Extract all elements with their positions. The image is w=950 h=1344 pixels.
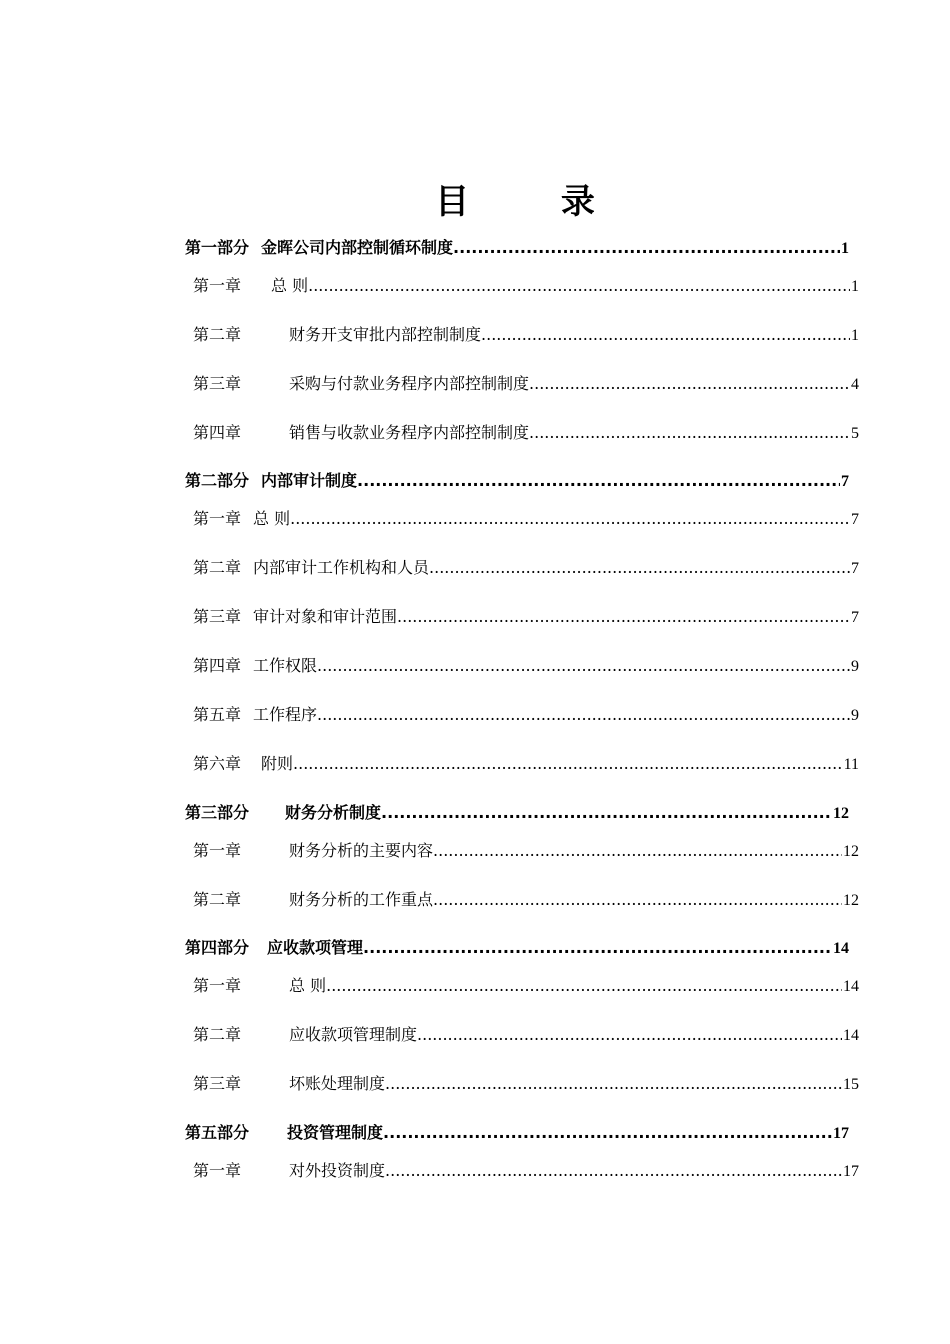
- toc-page-number: 14: [833, 940, 849, 957]
- toc-page-number: 15: [843, 1076, 859, 1093]
- toc-entry-label: 第二章: [193, 325, 242, 344]
- toc-entry-title: 财务开支审批内部控制制度: [289, 325, 482, 344]
- dot-leader: [433, 888, 842, 912]
- toc-chapter-entry[interactable]: [193, 605, 859, 629]
- toc-entry-title: 工作程序: [253, 705, 318, 724]
- dot-leader: [529, 372, 850, 396]
- toc-page-number: 7: [851, 609, 859, 626]
- toc-entry-title: 应收款项管理制度: [289, 1025, 418, 1044]
- dot-leader: [317, 654, 850, 678]
- toc-entry-label: 第一章: [193, 1161, 242, 1180]
- toc-chapter-entry[interactable]: [193, 507, 859, 531]
- toc-entry-label: 第三部分: [185, 803, 250, 822]
- toc-entry-title: 对外投资制度: [289, 1161, 386, 1180]
- toc-page-number: 9: [851, 658, 859, 675]
- toc-entry-title: 总 则: [271, 276, 309, 295]
- toc-entry-title: 财务分析的工作重点: [289, 890, 434, 909]
- toc-entry-title: 财务分析制度: [285, 803, 382, 822]
- toc-entry-title: 应收款项管理: [267, 938, 364, 957]
- toc-entry-title: 审计对象和审计范围: [253, 607, 398, 626]
- toc-entry-label: 第二章: [193, 1025, 242, 1044]
- toc-entry-title: 坏账处理制度: [289, 1074, 386, 1093]
- toc-entry-title: 采购与付款业务程序内部控制制度: [289, 374, 530, 393]
- toc-chapter-entry[interactable]: [193, 1023, 859, 1047]
- toc-entry-title: 投资管理制度: [287, 1123, 384, 1142]
- dot-leader: [397, 605, 850, 629]
- dot-leader: [326, 974, 842, 998]
- toc-entry-title: 内部审计制度: [261, 471, 358, 490]
- dot-leader: [417, 1023, 842, 1047]
- toc-entry-label: 第六章: [193, 754, 242, 773]
- toc-part-entry[interactable]: [185, 1121, 849, 1145]
- toc-page-number: 9: [851, 707, 859, 724]
- toc-part-entry[interactable]: [185, 936, 849, 960]
- toc-part-entry[interactable]: [185, 801, 849, 825]
- toc-chapter-entry[interactable]: [193, 888, 859, 912]
- toc-page-number: 12: [843, 843, 859, 860]
- dot-leader: [383, 1121, 832, 1145]
- toc-chapter-entry[interactable]: [193, 323, 859, 347]
- toc-page-number: 4: [851, 376, 859, 393]
- toc-chapter-entry[interactable]: [193, 839, 859, 863]
- toc-chapter-entry[interactable]: [193, 1072, 859, 1096]
- toc-page-number: 14: [843, 1027, 859, 1044]
- toc-chapter-entry[interactable]: [193, 654, 859, 678]
- toc-entry-label: 第四部分: [185, 938, 250, 957]
- toc-entry-label: 第一章: [193, 976, 242, 995]
- toc-entry-title: 工作权限: [253, 656, 318, 675]
- toc-page-number: 11: [843, 756, 859, 773]
- dot-leader: [381, 801, 832, 825]
- dot-leader: [385, 1072, 842, 1096]
- toc-page-number: 7: [851, 560, 859, 577]
- toc-entry-label: 第一章: [193, 509, 242, 528]
- toc-entry-label: 第一章: [193, 276, 242, 295]
- dot-leader: [363, 936, 832, 960]
- toc-entry-label: 第四章: [193, 423, 242, 442]
- toc-page-number: 1: [851, 327, 859, 344]
- toc-page-number: 12: [833, 805, 849, 822]
- toc-page-number: 17: [843, 1163, 859, 1180]
- toc-page-number: 17: [833, 1125, 849, 1142]
- toc-entry-title: 内部审计工作机构和人员: [253, 558, 430, 577]
- toc-entry-title: 附则: [261, 754, 294, 773]
- toc-chapter-entry[interactable]: [193, 421, 859, 445]
- dot-leader: [317, 703, 850, 727]
- toc-part-entry[interactable]: [185, 236, 849, 260]
- toc-entry-label: 第四章: [193, 656, 242, 675]
- dot-leader: [433, 839, 842, 863]
- toc-entry-label: 第一章: [193, 841, 242, 860]
- toc-entry-label: 第五章: [193, 705, 242, 724]
- dot-leader: [293, 752, 843, 776]
- toc-part-entry[interactable]: [185, 469, 849, 493]
- toc-chapter-entry[interactable]: [193, 703, 859, 727]
- toc-entry-title: 财务分析的主要内容: [289, 841, 434, 860]
- toc-entry-title: 总 则: [289, 976, 327, 995]
- toc-page-number: 12: [843, 892, 859, 909]
- dot-leader: [429, 556, 850, 580]
- toc-page-number: 7: [851, 511, 859, 528]
- toc-entry-title: 总 则: [253, 509, 291, 528]
- toc-entry-label: 第三章: [193, 1074, 242, 1093]
- dot-leader: [385, 1159, 842, 1183]
- dot-leader: [529, 421, 850, 445]
- toc-chapter-entry[interactable]: [193, 1159, 859, 1183]
- toc-entry-label: 第二章: [193, 558, 242, 577]
- toc-entry-title: 金晖公司内部控制循环制度: [261, 238, 454, 257]
- toc-chapter-entry[interactable]: [193, 752, 859, 776]
- toc-chapter-entry[interactable]: [193, 974, 859, 998]
- dot-leader: [481, 323, 850, 347]
- toc-entry-title: 销售与收款业务程序内部控制制度: [289, 423, 530, 442]
- toc-chapter-entry[interactable]: [193, 556, 859, 580]
- toc-entry-label: 第五部分: [185, 1123, 250, 1142]
- toc-entry-label: 第三章: [193, 607, 242, 626]
- toc-entry-label: 第三章: [193, 374, 242, 393]
- toc-title: 目 录: [435, 182, 635, 222]
- dot-leader: [357, 469, 840, 493]
- toc-entry-label: 第二部分: [185, 471, 250, 490]
- toc-page-number: 5: [851, 425, 859, 442]
- dot-leader: [290, 507, 850, 531]
- toc-entry-label: 第一部分: [185, 238, 250, 257]
- dot-leader: [453, 236, 840, 260]
- toc-page-number: 1: [841, 240, 849, 257]
- toc-page-number: 7: [841, 473, 849, 490]
- toc-entry-label: 第二章: [193, 890, 242, 909]
- toc-chapter-entry[interactable]: [193, 372, 859, 396]
- toc-page-number: 14: [843, 978, 859, 995]
- toc-page-number: 1: [851, 278, 859, 295]
- dot-leader: [308, 274, 850, 298]
- toc-chapter-entry[interactable]: [193, 274, 859, 298]
